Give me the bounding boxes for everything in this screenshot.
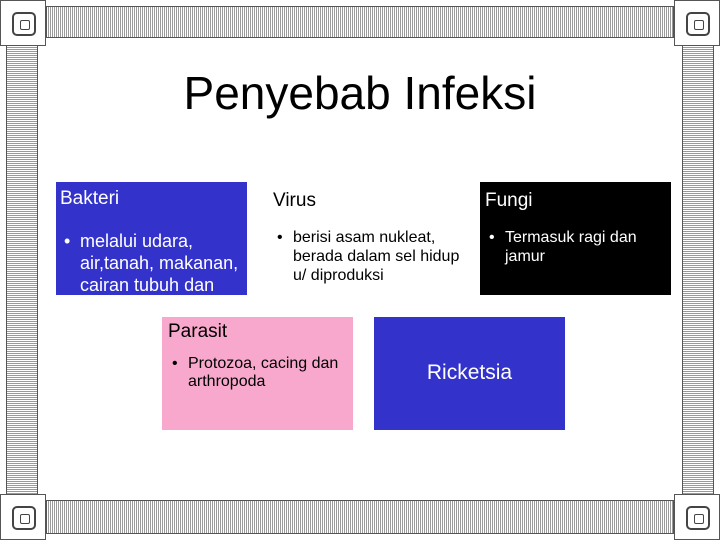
bakteri-bullet-text: melalui udara, air,tanah, makanan, cairan tubuh dan mati [80, 231, 239, 317]
bullet-icon: • [277, 229, 283, 246]
frame-top-bar [46, 6, 674, 38]
fungi-bullet-item [485, 228, 666, 266]
parasit-bullet-item [168, 355, 347, 391]
virus-list [273, 228, 467, 285]
fungi-heading: Fungi [485, 190, 533, 211]
virus-bullet-item [273, 228, 467, 285]
fungi-list [485, 228, 666, 266]
corner-ornament-top-left [0, 0, 46, 46]
virus-bullet-text: berisi asam nukleat, berada dalam sel hidup u/ diproduksi [293, 229, 460, 284]
bullet-icon: • [64, 231, 71, 251]
parasit-list [168, 355, 347, 391]
ricketsia-heading: Ricketsia [426, 361, 513, 384]
fungi-box [480, 182, 671, 295]
bakteri-bullet-item [60, 230, 243, 318]
slide-title: Penyebab Infeksi [183, 67, 537, 119]
corner-ornament-bottom-right [674, 494, 720, 540]
parasit-bullet-text: Protozoa, cacing dan arthropoda [188, 355, 339, 390]
bakteri-heading: Bakteri [60, 188, 120, 209]
bullet-icon: • [172, 355, 178, 372]
fungi-bullet-text: Termasuk ragi dan jamur [505, 229, 637, 265]
bakteri-list [60, 230, 243, 318]
bullet-icon: • [489, 229, 495, 246]
virus-heading: Virus [273, 190, 316, 211]
corner-ornament-top-right [674, 0, 720, 46]
virus-box [266, 182, 472, 295]
ricketsia-box [374, 317, 565, 430]
frame-bottom-bar [46, 500, 674, 534]
parasit-box [162, 317, 353, 430]
corner-ornament-bottom-left [0, 494, 46, 540]
bakteri-box [56, 182, 247, 317]
parasit-heading: Parasit [168, 321, 228, 342]
